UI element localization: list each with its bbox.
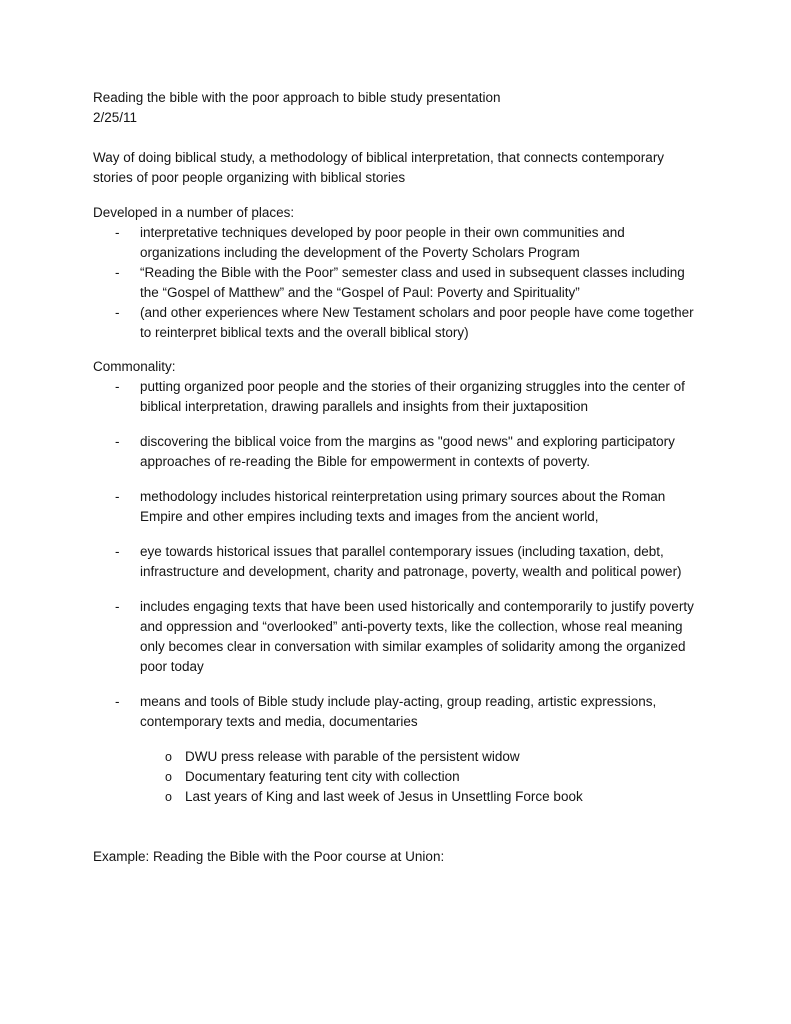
- list-item: [93, 223, 698, 263]
- list-item: [93, 747, 711, 767]
- dash-bullet-marker: -: [115, 694, 120, 709]
- bullet-text: eye towards historical issues that parallel contemporary issues (including taxation, debt, infrastructure and development, charity and patronage, poverty, wealth and political power): [140, 544, 682, 579]
- circle-bullet-marker: o: [165, 790, 172, 804]
- dash-bullet-marker: -: [115, 225, 120, 240]
- bullet-text: Last years of King and last week of Jesus in Unsettling Force book: [185, 789, 583, 804]
- intro-paragraph: Way of doing biblical study, a methodology of biblical interpretation, that connects contemporary stories of poor people organizing with biblical stories: [93, 150, 665, 185]
- section-commonality: [93, 357, 711, 807]
- section-commonality-heading: Commonality:: [93, 359, 176, 374]
- bullet-text: Documentary featuring tent city with collection: [185, 769, 460, 784]
- commonality-bullet-list: [93, 377, 711, 732]
- list-item: [93, 692, 698, 732]
- list-item: [93, 432, 698, 472]
- bullet-text: “Reading the Bible with the Poor” semester class and used in subsequent classes including the “Gospel of Matthew” and the “Gospel of Paul: Poverty and Spirituality”: [140, 265, 685, 300]
- document-title: Reading the bible with the poor approach to bible study presentation: [93, 90, 501, 105]
- bullet-text: interpretative techniques developed by poor people in their own communities and organizations including the development of the Poverty Scholars Program: [140, 225, 625, 260]
- bullet-text: DWU press release with parable of the persistent widow: [185, 749, 520, 764]
- bullet-text: putting organized poor people and the stories of their organizing struggles into the center of biblical interpretation, drawing parallels and insights from their juxtaposition: [140, 379, 685, 414]
- section-developed-heading: Developed in a number of places:: [93, 205, 295, 220]
- dash-bullet-marker: -: [115, 434, 120, 449]
- dash-bullet-marker: -: [115, 265, 120, 280]
- bullet-text: methodology includes historical reinterpretation using primary sources about the Roman Empire and other empires including texts and images from the ancient world,: [140, 489, 666, 524]
- dash-bullet-marker: -: [115, 489, 120, 504]
- document-date: 2/25/11: [93, 110, 138, 125]
- bullet-text: discovering the biblical voice from the margins as "good news" and exploring participatory approaches of re-reading the Bible for empowerment in contexts of poverty.: [140, 434, 675, 469]
- list-item: [93, 263, 698, 303]
- bullet-text: means and tools of Bible study include play-acting, group reading, artistic expressions, contemporary texts and media, documentaries: [140, 694, 657, 729]
- example-heading: Example: Reading the Bible with the Poor course at Union:: [93, 849, 445, 864]
- list-item: [93, 303, 698, 343]
- list-item: [93, 597, 698, 677]
- dash-bullet-marker: -: [115, 599, 120, 614]
- dash-bullet-marker: -: [115, 544, 120, 559]
- developed-bullet-list: [93, 223, 711, 343]
- list-item: [93, 787, 711, 807]
- list-item: [93, 767, 711, 787]
- dash-bullet-marker: -: [115, 305, 120, 320]
- list-item: [93, 487, 698, 527]
- bullet-text: includes engaging texts that have been used historically and contemporarily to justify poverty and oppression and “overlooked” anti-poverty texts, like the collection, whose real meaning only becomes clear in conversation with similar examples of solidarity among the organized poor today: [140, 599, 694, 674]
- list-item: [93, 542, 698, 582]
- bullet-text: (and other experiences where New Testament scholars and poor people have come together to reinterpret biblical texts and the overall biblical story): [140, 305, 694, 340]
- title-block: [93, 88, 711, 128]
- list-item: [93, 377, 698, 417]
- dash-bullet-marker: -: [115, 379, 120, 394]
- sub-bullet-list: [93, 747, 711, 807]
- section-developed: [93, 203, 711, 343]
- circle-bullet-marker: o: [165, 750, 172, 764]
- circle-bullet-marker: o: [165, 770, 172, 784]
